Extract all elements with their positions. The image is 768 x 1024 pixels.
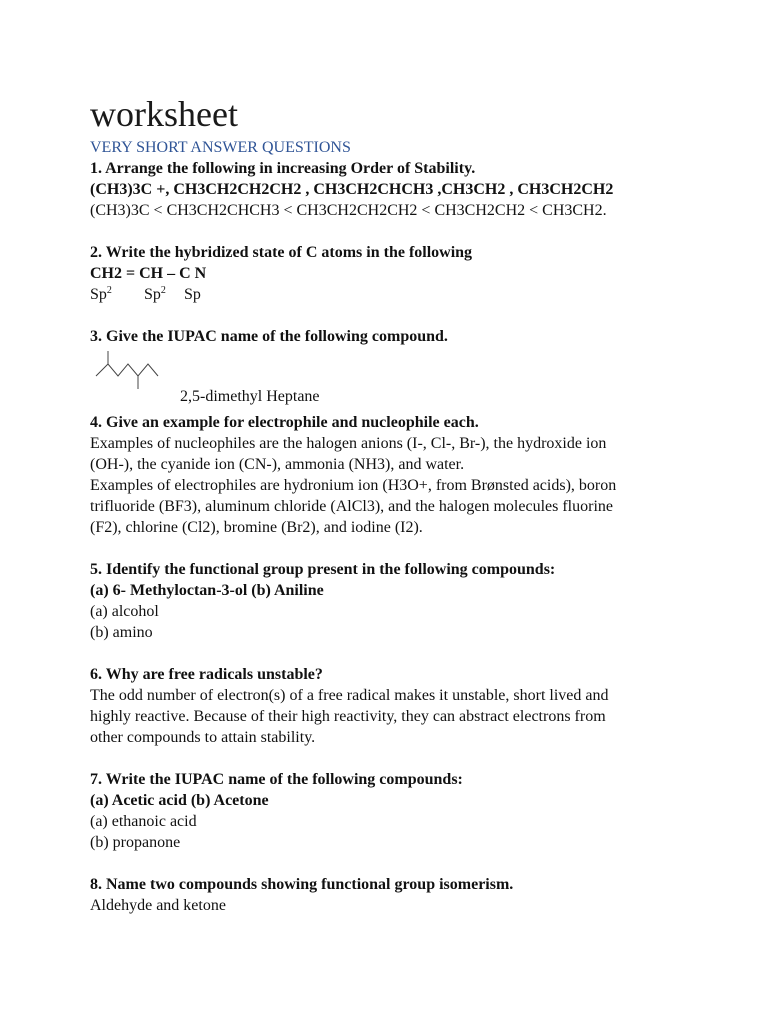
questions-body [90,158,730,916]
q7-subquestion: (a) Acetic acid (b) Acetone [90,792,269,809]
q3-answer: 2,5-dimethyl Heptane [180,388,320,405]
q4-answer-line: trifluoride (BF3), aluminum chloride (AlCl3), and the halogen molecules fluorine [90,498,613,515]
q4-answer-line: (OH-), the cyanide ion (CN-), ammonia (NH3), and water. [90,456,465,473]
q6-answer-line: The odd number of electron(s) of a free radical makes it unstable, short lived and [90,687,609,704]
q6-answer-line: other compounds to attain stability. [90,729,316,746]
q4-answer-line: Examples of nucleophiles are the halogen anions (I-, Cl-, Br-), the hydroxide ion [90,435,607,452]
hybridization-2: Sp$^2$ [144,285,166,303]
q6-answer-line: highly reactive. Because of their high reactivity, they can abstract electrons from [90,708,606,725]
q2-question: 2. Write the hybridized state of C atoms in the following [90,244,473,261]
page-title: worksheet [90,94,238,134]
q1-answer: (CH3)3C < CH3CH2CHCH3 < CH3CH2CH2CH2 < CH3CH2CH2 < CH3CH2. [90,202,607,219]
hybridization-3: Sp [184,286,201,303]
q1-list: (CH3)3C +, CH3CH2CH2CH2 , CH3CH2CHCH3 ,CH3CH2 , CH3CH2CH2 [90,181,614,198]
q4-answer-line: (F2), chlorine (Cl2), bromine (Br2), and iodine (I2). [90,519,423,536]
q6-question: 6. Why are free radicals unstable? [90,666,323,683]
q3-structure-row [90,347,730,412]
q2-compound: CH2 = CH – C N [90,265,207,282]
q7-question: 7. Write the IUPAC name of the following compounds: [90,771,463,788]
q5-subquestion: (a) 6- Methyloctan-3-ol (b) Aniline [90,582,324,599]
q5-question: 5. Identify the functional group present in the following compounds: [90,561,556,578]
skeletal-structure-image [94,349,164,393]
q4-question: 4. Give an example for electrophile and nucleophile each. [90,414,479,431]
q7-answer-b: (b) propanone [90,834,181,851]
hybridization-1: Sp$^2$ [90,285,112,303]
q8-question: 8. Name two compounds showing functional group isomerism. [90,876,514,893]
section-heading: VERY SHORT ANSWER QUESTIONS [90,139,351,156]
q1-question: 1. Arrange the following in increasing Order of Stability. [90,160,476,177]
q4-answer-line: Examples of electrophiles are hydronium ion (H3O+, from Brønsted acids), boron [90,477,617,494]
q7-answer-a: (a) ethanoic acid [90,813,197,830]
q5-answer-b: (b) amino [90,624,153,641]
q8-answer: Aldehyde and ketone [90,897,226,914]
q3-question: 3. Give the IUPAC name of the following compound. [90,328,448,345]
q5-answer-a: (a) alcohol [90,603,159,620]
q2-answer [90,284,730,305]
